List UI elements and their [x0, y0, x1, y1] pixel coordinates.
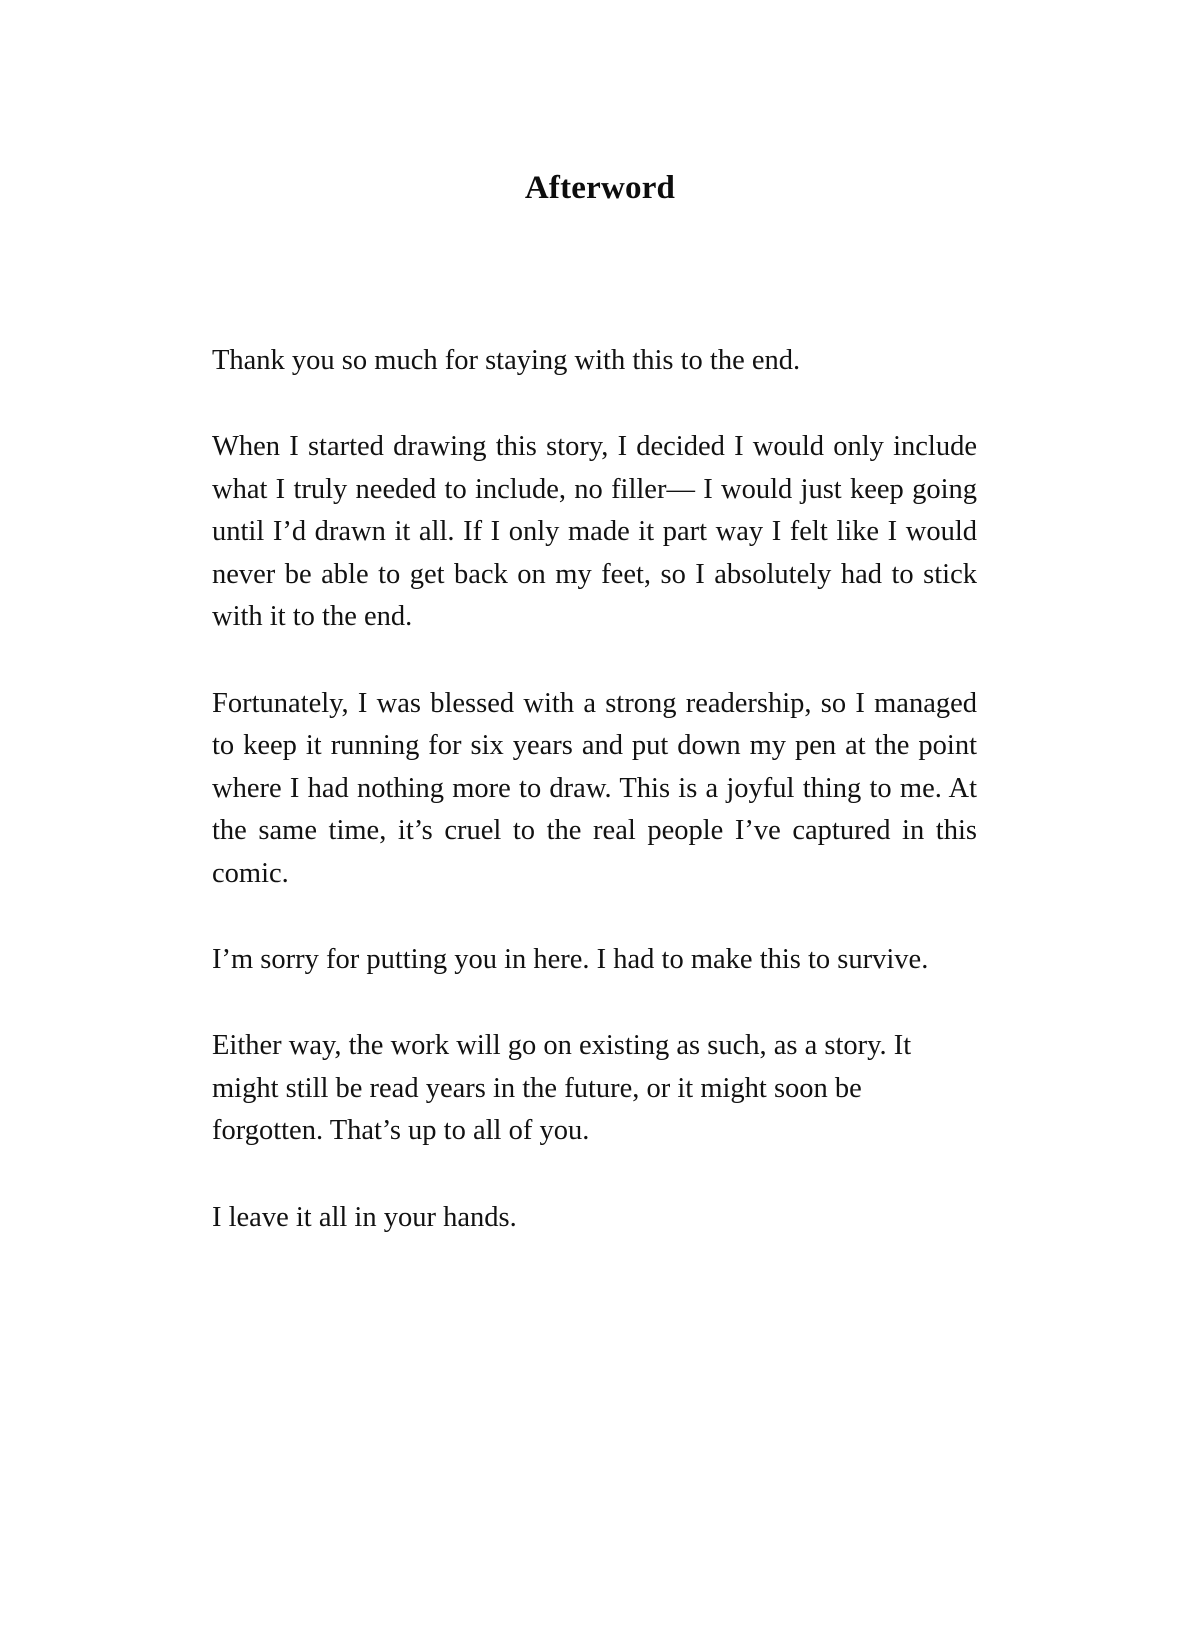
paragraph: Either way, the work will go on existing as such, as a story. It might still be read years in the future, or it might soon be forgotten. That’s up to all of you.: [212, 1030, 912, 1147]
paragraph: When I started drawing this story, I decided I would only include what I truly needed to include, no filler— I would just keep going until I’d drawn it all. If I only made it part way I felt like I would never be able to get back on my feet, so I absolutely had to stick with it to the end.: [212, 431, 977, 633]
document-body: [212, 340, 977, 1239]
paragraph: I’m sorry for putting you in here. I had to make this to survive.: [212, 943, 929, 975]
paragraph: Thank you so much for staying with this to the end.: [212, 345, 801, 376]
page-title: Afterword: [524, 170, 676, 207]
paragraph: Fortunately, I was blessed with a strong readership, so I managed to keep it running for six years and put down my pen at the point where I had nothing more to draw. This is a joyful thing to me. At the same time, it’s cruel to the real people I’ve captured in this comic.: [212, 687, 977, 889]
paragraph: I leave it all in your hands.: [212, 1201, 517, 1233]
